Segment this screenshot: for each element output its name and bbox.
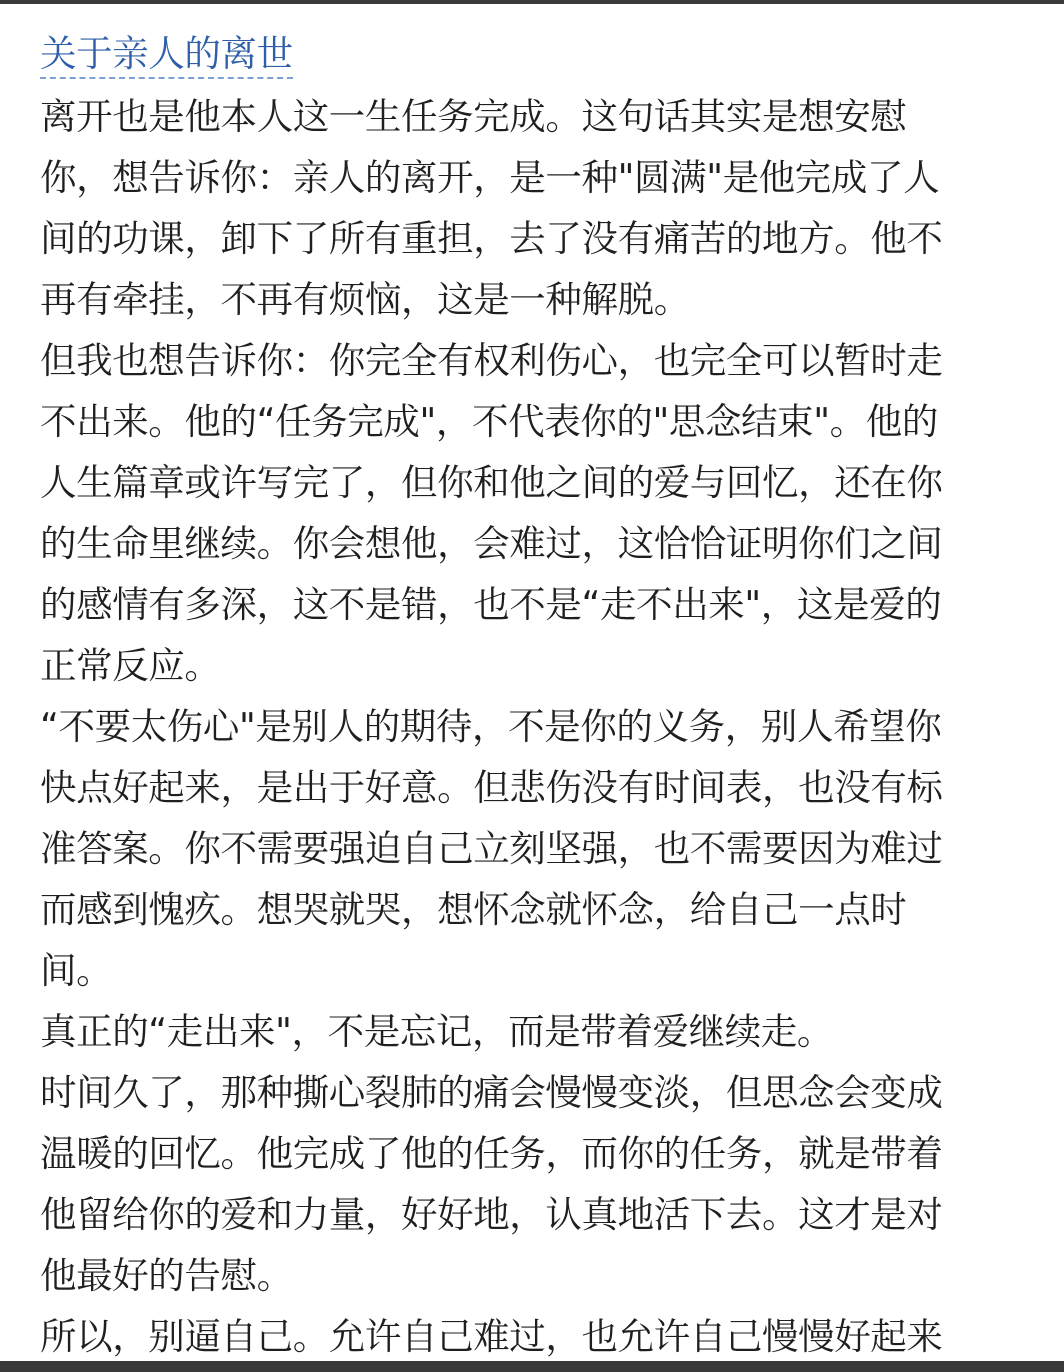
- text-line-14: 而感到愧疚。想哭就哭，想怀念就怀念，给自己一点时: [40, 888, 907, 931]
- text-line-15: 间。: [40, 949, 113, 992]
- text-line-19: 他留给你的爱和力量，好好地，认真地活下去。这才是对: [40, 1193, 943, 1236]
- text-line-11: “不要太伤心"是别人的期待，不是你的义务，别人希望你: [40, 705, 942, 748]
- top-border: [0, 0, 1064, 4]
- text-line-3: 间的功课，卸下了所有重担，去了没有痛苦的地方。他不: [40, 217, 943, 260]
- text-line-7: 人生篇章或许写完了，但你和他之间的爱与回忆，还在你: [40, 461, 943, 504]
- article-body: [40, 22, 1040, 1367]
- text-line-21: 所以，别逼自己。允许自己难过，也允许自己慢慢好起来: [40, 1315, 943, 1358]
- text-line-5: 但我也想告诉你：你完全有权利伤心，也完全可以暂时走: [40, 339, 943, 382]
- text-line-16: 真正的“走出来"，不是忘记，而是带着爱继续走。: [40, 1010, 833, 1053]
- bottom-border: [0, 1361, 1064, 1372]
- text-line-9: 的感情有多深，这不是错，也不是“走不出来"，这是爱的: [40, 583, 942, 626]
- text-line-13: 准答案。你不需要强迫自己立刻坚强，也不需要因为难过: [40, 827, 943, 870]
- text-line-17: 时间久了，那种撕心裂肺的痛会慢慢变淡，但思念会变成: [40, 1071, 943, 1114]
- title-line: [40, 22, 1040, 86]
- text-line-8: 的生命里继续。你会想他，会难过，这恰恰证明你们之间: [40, 522, 943, 565]
- article-title[interactable]: 关于亲人的离世: [40, 32, 293, 79]
- text-line-1: 离开也是他本人这一生任务完成。这句话其实是想安慰: [40, 95, 907, 138]
- text-line-2: 你，想告诉你：亲人的离开，是一种"圆满"是他完成了人: [40, 156, 940, 199]
- text-line-20: 他最好的告慰。: [40, 1254, 293, 1297]
- text-line-12: 快点好起来，是出于好意。但悲伤没有时间表，也没有标: [40, 766, 943, 809]
- text-line-6: 不出来。他的“任务完成"，不代表你的"思念结束"。他的: [40, 400, 938, 443]
- text-line-18: 温暖的回忆。他完成了他的任务，而你的任务，就是带着: [40, 1132, 943, 1175]
- text-line-10: 正常反应。: [40, 644, 221, 687]
- text-line-4: 再有牵挂，不再有烦恼，这是一种解脱。: [40, 278, 690, 321]
